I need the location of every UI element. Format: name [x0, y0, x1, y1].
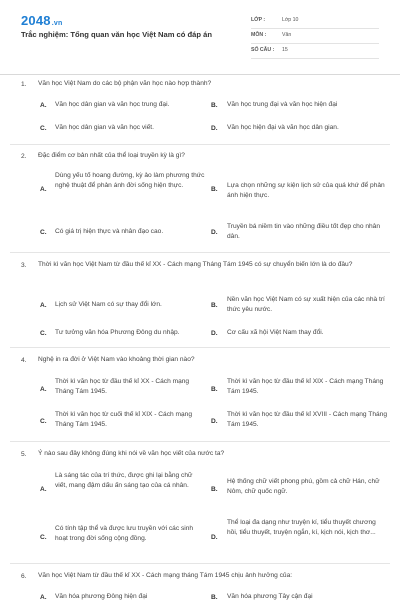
option-text[interactable]: Thời kì văn học từ đầu thế kỉ XX - Cách mạng Tháng Tám 1945. [55, 378, 190, 395]
question-number: 3. [21, 262, 27, 269]
option-text[interactable]: Truyền bá niềm tin vào những điều tốt đẹp cho nhân dân. [227, 223, 380, 240]
option-label[interactable]: B. [211, 594, 218, 600]
option-label[interactable]: A. [40, 302, 47, 309]
option-text[interactable]: Cơ cấu xã hội Việt Nam thay đổi. [227, 329, 324, 336]
meta-key: MÔN : [251, 32, 267, 38]
option-label[interactable]: B. [211, 186, 218, 193]
option-text[interactable]: Văn học dân gian và văn học viết. [55, 124, 154, 131]
option-text[interactable]: Là sáng tác của trí thức, được ghi lại bằng chữ viết, mang đậm dấu ấn sáng tạo của cá nhân. [55, 472, 193, 489]
question-number: 1. [21, 81, 27, 88]
meta-value: Lớp 10 [282, 17, 299, 23]
option-text[interactable]: Hệ thống chữ viết phong phú, gồm cả chữ Hán, chữ Nôm, chữ quốc ngữ. [227, 478, 380, 495]
option-text[interactable]: Thời kì văn học từ đầu thế kỉ XVIII - Cách mạng Tháng Tám 1945. [227, 411, 387, 428]
question-text: Văn học Việt Nam từ đầu thế kỉ XX - Cách mạng tháng Tám 1945 chịu ảnh hưởng của: [38, 572, 293, 579]
option-label[interactable]: B. [211, 486, 218, 493]
meta-value: 15 [282, 47, 288, 53]
option-label[interactable]: B. [211, 102, 218, 109]
option-label[interactable]: C. [40, 534, 47, 541]
question-text: Văn học Việt Nam do các bộ phận văn học nào hợp thành? [38, 80, 212, 87]
site-logo[interactable]: 2048.vn [21, 13, 63, 28]
option-text[interactable]: Thời kì văn học từ cuối thế kỉ XIX - Cách mạng Tháng Tám 1945. [55, 411, 193, 428]
option-text[interactable]: Có tính tập thể và được lưu truyền với các sinh hoạt trong đời sống cộng đồng. [55, 525, 194, 542]
option-label[interactable]: D. [211, 229, 218, 236]
option-text[interactable]: Có giá trị hiện thực và nhân đạo cao. [55, 228, 164, 235]
option-text[interactable]: Thể loại đa dạng như truyện kí, tiểu thuyết chương hồi, tiểu thuyết, truyện ngắn, kí, kịch nói, kịch thơ... [227, 519, 376, 536]
question-text: Đặc điểm cơ bản nhất của thể loại truyền kỳ là gì? [38, 152, 185, 159]
option-text[interactable]: Nền văn học Việt Nam có sự xuất hiện của các nhà trí thức yêu nước. [227, 296, 385, 313]
option-label[interactable]: D. [211, 125, 218, 132]
page-title: Trắc nghiệm: Tổng quan văn học Việt Nam có đáp án [21, 30, 213, 39]
option-text[interactable]: Lựa chọn những sự kiện lịch sử của quá khứ để phản ánh hiện thực. [227, 182, 385, 199]
meta-row-subject [251, 29, 379, 44]
option-label[interactable]: A. [40, 486, 47, 493]
option-label[interactable]: D. [211, 330, 218, 337]
question-number: 6. [21, 573, 27, 580]
option-text[interactable]: Văn học hiện đại và văn học dân gian. [227, 124, 339, 131]
question-text: Thời kì văn học Việt Nam từ đầu thế kỉ XX - Cách mạng Tháng Tám 1945 có sự chuyển biến lớn là do đâu? [38, 261, 353, 268]
option-text[interactable]: Tư tưởng văn hóa Phương Đông du nhập. [55, 329, 180, 336]
question-number: 5. [21, 451, 27, 458]
option-text[interactable]: Văn hóa phương Tây cận đại [227, 593, 313, 600]
divider [10, 563, 390, 564]
question-number: 2. [21, 153, 27, 160]
meta-key: LỚP : [251, 17, 266, 23]
divider [10, 441, 390, 442]
question-number: 4. [21, 357, 27, 364]
meta-value: Văn [282, 32, 292, 38]
option-text[interactable]: Văn học trung đại và văn học hiện đại [227, 101, 338, 108]
option-text[interactable]: Lịch sử Việt Nam có sự thay đổi lớn. [55, 301, 162, 308]
question-text: Ý nào sau đây không đúng khi nói về văn học viết của nước ta? [38, 450, 225, 457]
option-label[interactable]: B. [211, 386, 218, 393]
option-label[interactable]: A. [40, 102, 47, 109]
option-label[interactable]: D. [211, 418, 218, 425]
meta-row-grade [251, 14, 379, 29]
divider [10, 347, 390, 348]
option-label[interactable]: A. [40, 186, 47, 193]
option-label[interactable]: D. [211, 534, 218, 541]
option-text[interactable]: Văn học dân gian và văn học trung đại. [55, 101, 170, 108]
divider [10, 144, 390, 145]
option-label[interactable]: A. [40, 594, 47, 600]
option-text[interactable]: Thời kì văn học từ đầu thế kỉ XIX - Cách mạng Tháng Tám 1945. [227, 378, 384, 395]
option-label[interactable]: C. [40, 418, 47, 425]
meta-row-count [251, 44, 379, 59]
document-header [0, 0, 400, 75]
option-label[interactable]: C. [40, 229, 47, 236]
option-text[interactable]: Dùng yếu tố hoang đường, kỳ ảo làm phương thức nghệ thuật để phản ánh đời sống hiện thực. [55, 172, 205, 189]
option-label[interactable]: B. [211, 302, 218, 309]
option-label[interactable]: C. [40, 330, 47, 337]
question-text: Nghệ in ra đời ở Việt Nam vào khoảng thời gian nào? [38, 356, 195, 363]
divider [10, 252, 390, 253]
option-label[interactable]: C. [40, 125, 47, 132]
option-label[interactable]: A. [40, 386, 47, 393]
meta-key: SỐ CÂU : [251, 47, 275, 53]
option-text[interactable]: Văn hóa phương Đông hiện đại [55, 593, 148, 600]
